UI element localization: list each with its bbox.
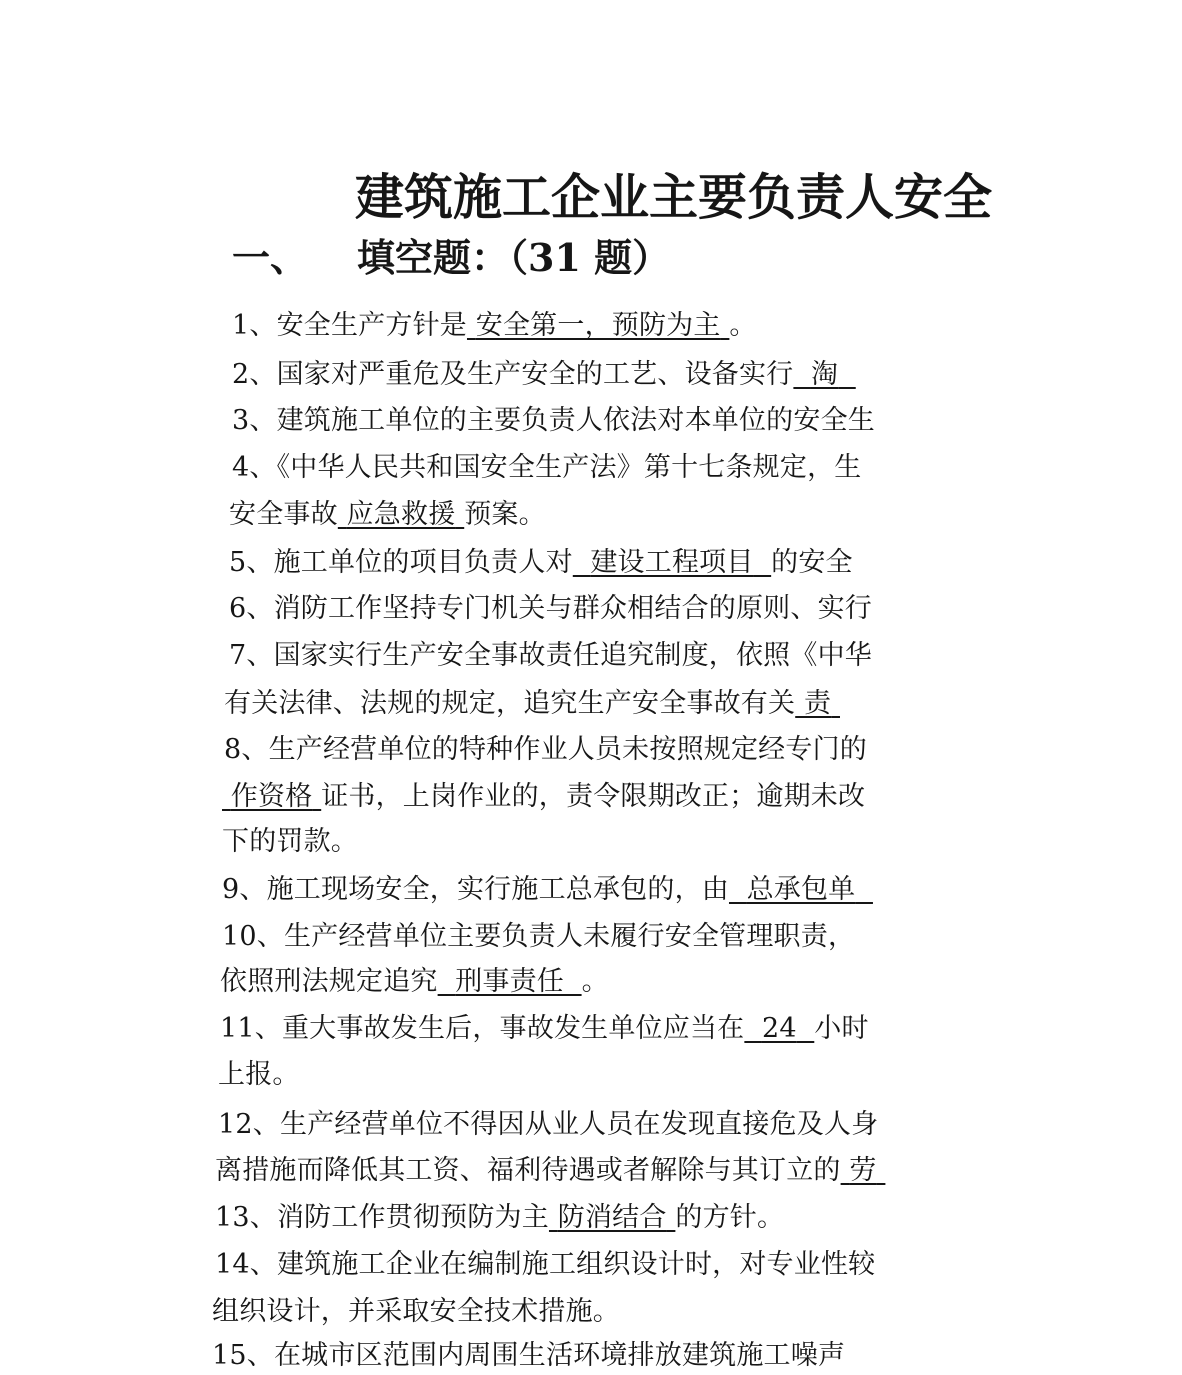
question-line-2 [232,356,1182,394]
question-line-11-part-2 [218,1056,1168,1094]
question-10-text-part-1: 10、生产经营单位主要负责人未履行安全管理职责， [222,921,856,952]
question-line-8-part-1 [224,731,1174,769]
section-title: 填空题：（31 题） [357,235,671,280]
question-8-text-part-3: 下的罚款。 [222,826,358,857]
question-line-4-part-1 [232,449,1182,487]
question-line-9 [222,871,1172,909]
question-14-text-part-1: 14、建筑施工企业在编制施工组织设计时，对专业性较 [215,1249,876,1280]
question-12-answer: 劳 [849,1155,877,1186]
question-8-answer: 作资格 [230,781,313,812]
question-8-text-part-2: 证书，上岗作业的，责令限期改正；逾期未改 [321,781,866,812]
question-line-3 [232,402,1182,440]
question-line-4-part-2 [229,496,1179,534]
question-1-answer: 安全第一，预防为主 [475,310,721,341]
question-7-text-part-2: 有关法律、法规的规定，追究生产安全事故有关 [224,688,796,719]
question-11-text-part-1: 11、重大事故发生后，事故发生单位应当在 [220,1013,745,1044]
question-9-text: 9、施工现场安全，实行施工总承包的，由 [222,874,729,905]
question-12-text-part-1: 12、生产经营单位不得因从业人员在发现直接危及人身 [218,1109,879,1140]
question-10-ending: 。 [581,966,609,997]
question-line-12-part-1 [218,1106,1168,1144]
question-5-ending: 的安全 [771,547,853,578]
question-12-text-part-2: 离措施而降低其工资、福利待遇或者解除与其订立的 [215,1155,841,1186]
question-line-13 [215,1199,1165,1237]
question-line-7-part-2 [224,685,1174,723]
question-8-text-part-1: 8、生产经营单位的特种作业人员未按照规定经专门的 [224,734,867,765]
question-line-5 [229,544,1179,582]
question-1-ending: 。 [729,310,757,341]
question-line-14-part-2 [212,1293,1162,1331]
question-14-text-part-2: 组织设计，并采取安全技术措施。 [212,1296,620,1327]
question-line-12-part-2 [215,1152,1165,1190]
question-11-answer: 24 [761,1013,797,1044]
question-4-text-part-1: 4、《中华人民共和国安全生产法》第十七条规定，生 [232,452,862,483]
question-6-text: 6、消防工作坚持专门机关与群众相结合的原则、实行 [229,593,872,624]
question-line-7-part-1 [229,637,1179,675]
question-4-answer: 应急救援 [346,499,456,530]
section-heading [232,232,950,284]
question-13-ending: 的方针。 [675,1202,785,1233]
question-line-15-partial [212,1337,1162,1375]
question-7-answer: 责 [804,688,832,719]
question-11-ending: 小时 [814,1013,869,1044]
question-4-text-part-2: 安全事故 [229,499,338,530]
question-3-text: 3、建筑施工单位的主要负责人依法对本单位的安全生 [232,405,875,436]
question-line-8-part-3 [222,823,1172,861]
question-13-text: 13、消防工作贯彻预防为主 [215,1202,549,1233]
question-line-6 [229,590,1179,628]
question-11-text-part-2: 上报。 [218,1059,300,1090]
question-line-10-part-1 [222,918,1172,956]
question-9-answer: 总承包单 [746,874,856,905]
question-2-text: 2、国家对严重危及生产安全的工艺、设备实行 [232,359,794,390]
question-line-10-part-2 [220,963,1170,1001]
question-5-answer: 建设工程项目 [590,547,754,578]
question-5-text: 5、施工单位的项目负责人对 [229,547,573,578]
question-line-11-part-1 [220,1010,1170,1048]
question-15-text-partial: 15、在城市区范围内周围生活环境排放建筑施工噪声 [212,1340,846,1371]
question-7-text-part-1: 7、国家实行生产安全事故责任追究制度，依照《中华 [229,640,872,671]
question-2-answer: 淘 [810,359,839,390]
section-number: 一、 [232,235,309,280]
question-10-text-part-2: 依照刑法规定追究 [220,966,438,997]
question-4-ending: 预案。 [464,499,546,530]
question-13-answer: 防消结合 [557,1202,667,1233]
document-title: 建筑施工企业主要负责人安全 [355,167,993,226]
question-10-answer: 刑事责任 [455,966,564,997]
question-line-1 [232,307,1182,345]
question-1-text: 1、安全生产方针是 [232,310,467,341]
question-line-14-part-1 [215,1246,1165,1284]
question-line-8-part-2 [222,778,1172,816]
